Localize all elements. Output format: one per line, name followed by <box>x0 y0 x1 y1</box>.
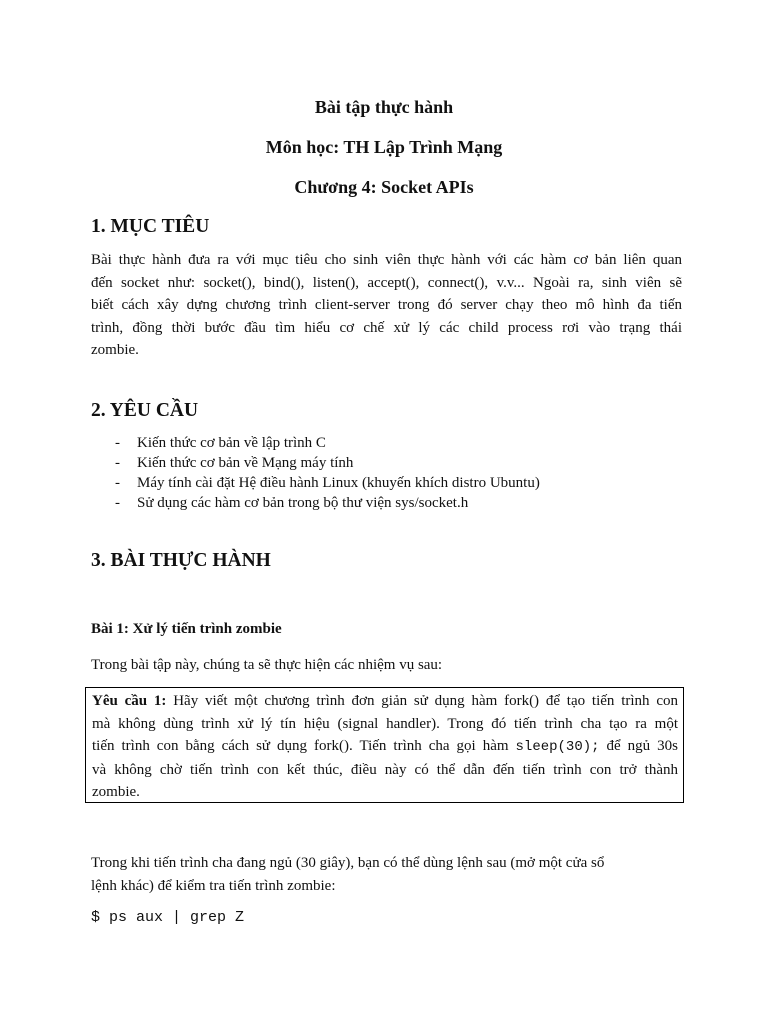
inline-code: sleep(30); <box>515 739 600 755</box>
objectives-line: trình, đồng thời bước đầu tìm hiểu cơ chế xử lý các child process rơi vào trạng thái <box>91 319 682 336</box>
command-line: $ ps aux | grep Z <box>91 909 245 926</box>
requirement-line-text: Hãy viết một chương trình đơn giản sử dụng hàm fork() để tạo tiến trình con <box>166 693 678 709</box>
doc-title: Bài tập thực hành <box>314 97 454 117</box>
chapter-title: Chương 4: Socket APIs <box>294 177 474 197</box>
list-item-text: Máy tính cài đặt Hệ điều hành Linux (khuyến khích distro Ubuntu) <box>137 475 540 491</box>
section-heading-requirements: 2. YÊU CẦU <box>91 400 199 421</box>
exercise-intro: Trong bài tập này, chúng ta sẽ thực hiện các nhiệm vụ sau: <box>91 657 443 673</box>
requirement-line: mà không dùng trình xử lý tín hiệu (signal handler). Trong đó tiến trình cha tạo ra một <box>92 715 678 732</box>
bullet-dash: - <box>115 455 120 471</box>
bullet-dash: - <box>115 475 120 491</box>
after-paragraph <box>91 852 682 897</box>
objectives-line: zombie. <box>91 342 139 358</box>
requirement-line: và không chờ tiến trình con kết thúc, điều này có thể dẫn đến tiến trình con trở thành <box>92 761 678 778</box>
list-item <box>91 473 540 493</box>
list-item <box>91 493 540 513</box>
requirement-text <box>92 690 678 804</box>
after-line: Trong khi tiến trình cha đang ngủ (30 giây), bạn có thể dùng lệnh sau (mở một cửa sổ <box>91 855 605 871</box>
list-item-text: Kiến thức cơ bản về Mạng máy tính <box>137 455 354 471</box>
requirements-list <box>91 433 540 513</box>
requirement-line: zombie. <box>92 784 140 800</box>
after-line: lệnh khác) để kiểm tra tiến trình zombie: <box>91 877 336 894</box>
requirement-line-text: để ngủ 30s <box>599 738 678 754</box>
list-item-text: Sử dụng các hàm cơ bản trong bộ thư viện sys/socket.h <box>137 495 469 511</box>
objectives-paragraph <box>91 249 682 362</box>
course-title: Môn học: TH Lập Trình Mạng <box>265 137 503 157</box>
requirement-line-text: tiến trình con bằng cách sử dụng fork(). Tiến trình cha gọi hàm <box>92 738 516 754</box>
requirement-label: Yêu cầu 1: <box>92 693 167 709</box>
requirement-line <box>92 690 678 713</box>
objectives-line: Bài thực hành đưa ra với mục tiêu cho sinh viên thực hành với các hàm cơ bản liên quan <box>91 252 682 268</box>
exercise-title: Bài 1: Xử lý tiến trình zombie <box>91 621 282 637</box>
requirement-line <box>92 735 678 759</box>
requirement-box <box>85 687 684 803</box>
section-heading-practice: 3. BÀI THỰC HÀNH <box>91 550 271 571</box>
objectives-line: biết cách xây dựng chương trình client-server trong đó server chạy theo mô hình đa tiến <box>91 297 682 313</box>
bullet-dash: - <box>115 435 120 451</box>
section-heading-objectives: 1. MỤC TIÊU <box>91 216 210 237</box>
list-item <box>91 433 540 453</box>
list-item-text: Kiến thức cơ bản về lập trình C <box>137 435 326 451</box>
bullet-dash: - <box>115 495 120 511</box>
objectives-line: đến socket như: socket(), bind(), listen(), accept(), connect(), v.v... Ngoài ra, sinh viên sẽ <box>91 274 682 291</box>
list-item <box>91 453 540 473</box>
